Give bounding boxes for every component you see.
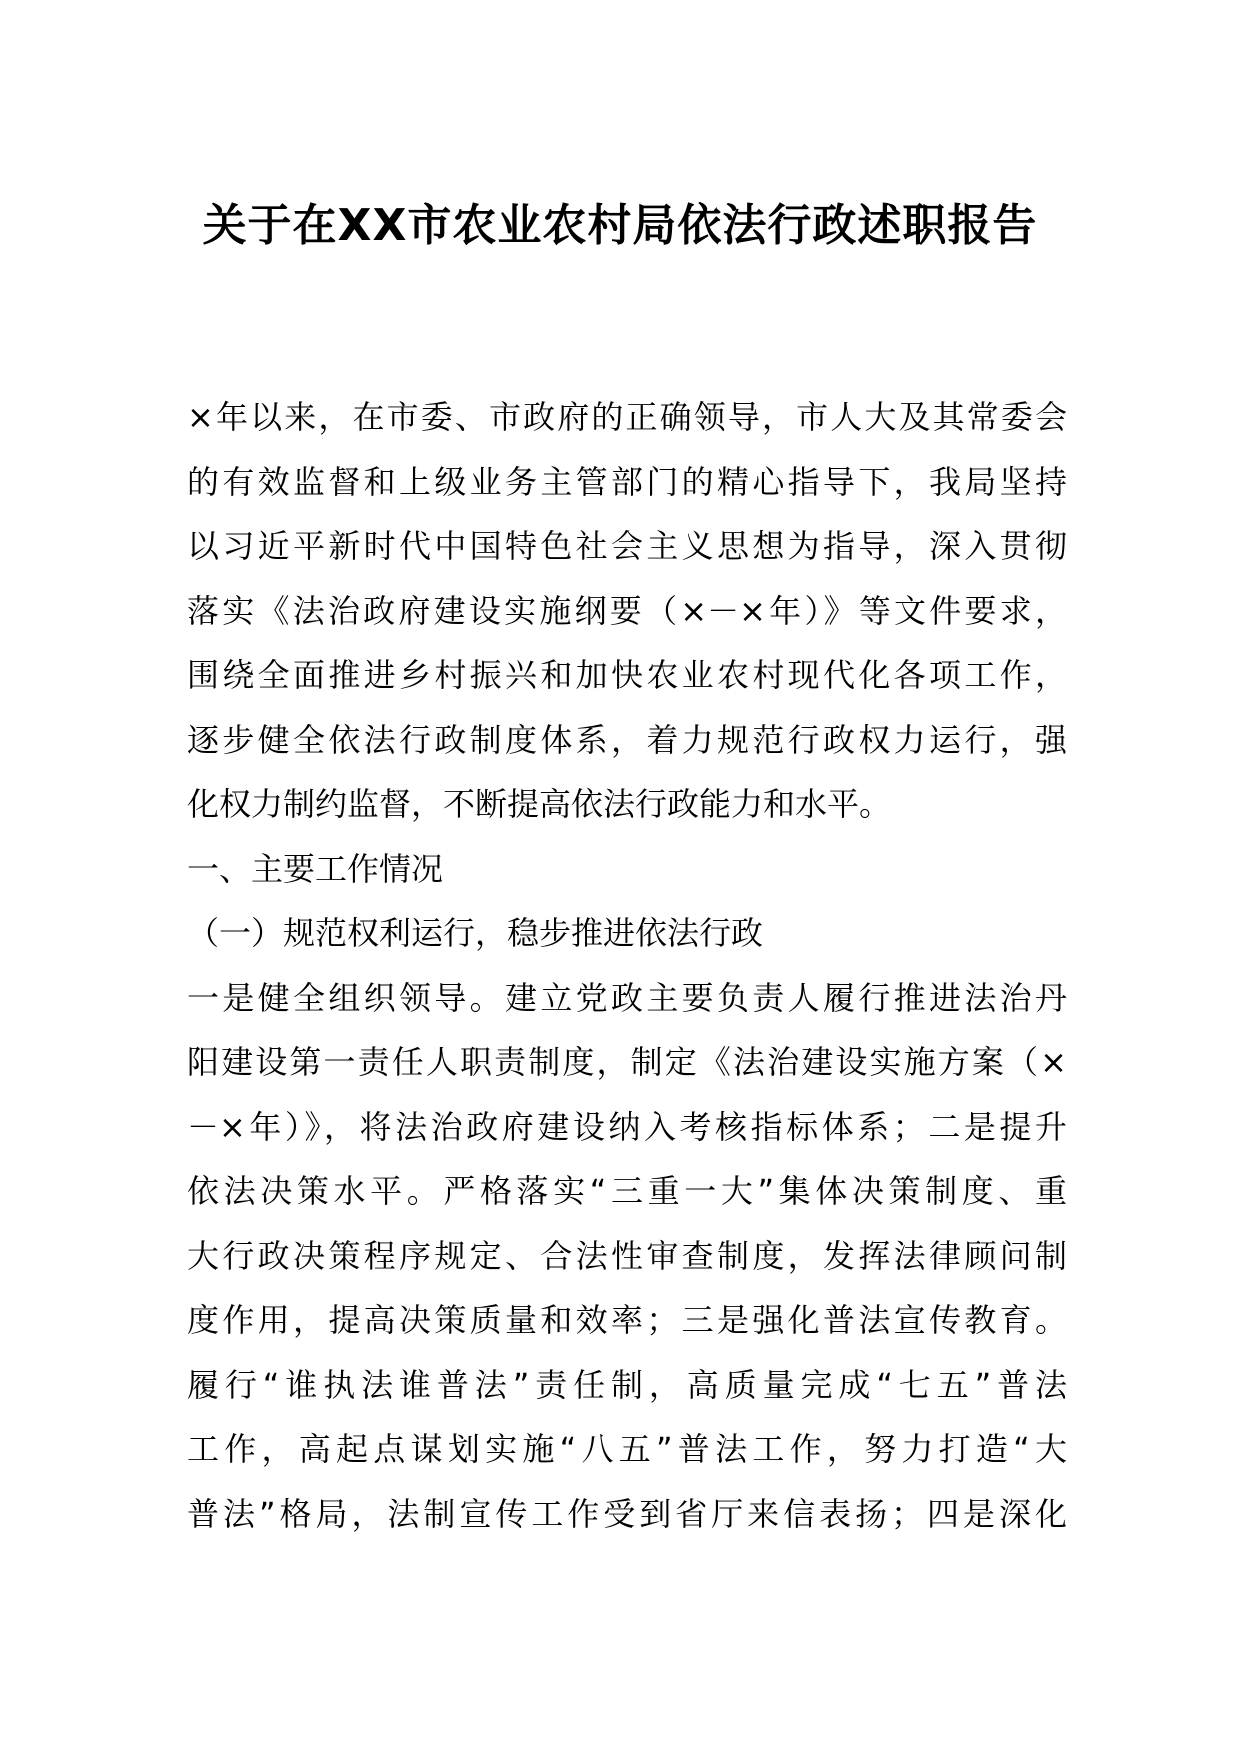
paragraph-line: 的有效监督和上级业务主管部门的精心指导下，我局坚持 bbox=[187, 462, 1067, 501]
paragraph-line: 大行政决策程序规定、合法性审查制度，发挥法律顾问制 bbox=[187, 1236, 1067, 1275]
paragraph-line: 度作用，提高决策质量和效率；三是强化普法宣传教育。 bbox=[187, 1301, 1067, 1339]
paragraph-line: 履行“谁执法谁普法”责任制，高质量完成“七五”普法 bbox=[187, 1365, 1067, 1404]
paragraph-line: 以习近平新时代中国特色社会主义思想为指导，深入贯彻 bbox=[187, 527, 1067, 565]
paragraph-line: ×年以来，在市委、市政府的正确领导，市人大及其常委会 bbox=[187, 398, 1067, 436]
paragraph-line: 落实《法治政府建设实施纲要（×－×年）》等文件要求， bbox=[187, 591, 1067, 630]
paragraph-line: －×年）》，将法治政府建设纳入考核指标体系；二是提升 bbox=[187, 1107, 1067, 1146]
paragraph-line: 工作，高起点谋划实施“八五”普法工作，努力打造“大 bbox=[187, 1430, 1067, 1468]
document-title: 关于在XX市农业农村局依法行政述职报告 bbox=[202, 200, 1038, 251]
subsection-heading: （一）规范权利运行，稳步推进依法行政 bbox=[187, 914, 764, 952]
paragraph-line: 一是健全组织领导。建立党政主要负责人履行推进法治丹 bbox=[187, 978, 1067, 1017]
paragraph-line: 逐步健全依法行政制度体系，着力规范行政权力运行，强 bbox=[187, 720, 1067, 759]
paragraph-line-last: 化权力制约监督，不断提高依法行政能力和水平。 bbox=[187, 785, 892, 823]
section-heading: 一、主要工作情况 bbox=[187, 849, 444, 888]
paragraph-line: 普法”格局，法制宣传工作受到省厅来信表扬；四是深化 bbox=[187, 1494, 1067, 1533]
paragraph-line: 阳建设第一责任人职责制度，制定《法治建设实施方案（× bbox=[187, 1043, 1067, 1081]
document-body bbox=[187, 385, 1067, 1546]
paragraph-line: 依法决策水平。严格落实“三重一大”集体决策制度、重 bbox=[187, 1172, 1067, 1210]
paragraph-line: 围绕全面推进乡村振兴和加快农业农村现代化各项工作， bbox=[187, 656, 1067, 694]
